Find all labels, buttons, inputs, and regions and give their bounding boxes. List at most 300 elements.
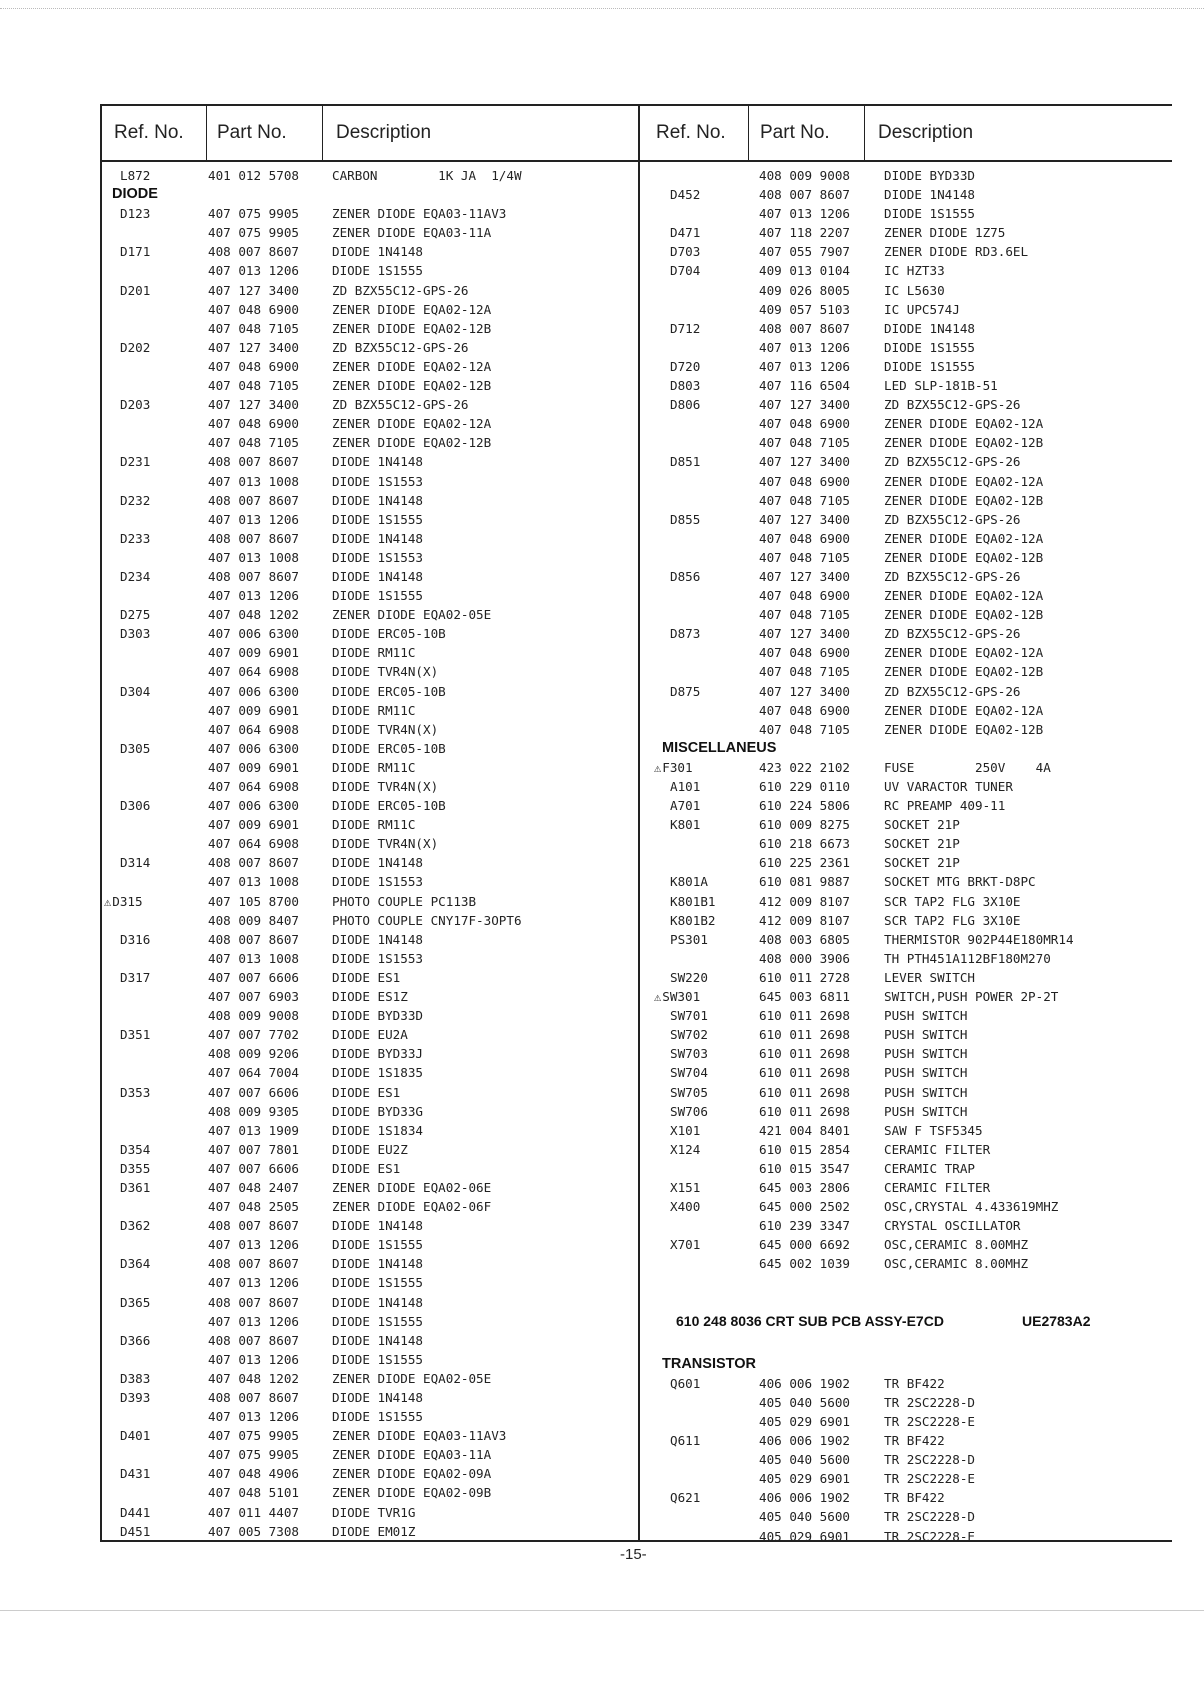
- table-row: [640, 414, 1180, 433]
- right-rows: [640, 166, 1180, 1546]
- section-title: TRANSISTOR: [662, 1355, 756, 1372]
- ref-no-text: D202: [120, 339, 151, 355]
- table-row: [640, 911, 1180, 930]
- table-row: [102, 930, 642, 949]
- ref-no-text: K801: [670, 817, 701, 833]
- description-cell: ZENER DIODE EQA02-12A: [332, 358, 492, 374]
- description-cell: IC UPC574J: [884, 301, 960, 317]
- ref-no-text: D353: [120, 1084, 151, 1100]
- table-row: [640, 968, 1180, 987]
- description-cell: ZD BZX55C12-GPS-26: [332, 339, 469, 355]
- ref-no-text: D720: [670, 358, 701, 374]
- description-cell: ZENER DIODE EQA03-11AV3: [332, 1428, 507, 1444]
- ref-no-text: D364: [120, 1256, 151, 1272]
- description-cell: THERMISTOR 902P44E180MR14: [884, 931, 1074, 947]
- header-description: Description: [878, 122, 974, 143]
- part-no-cell: 405 040 5600: [759, 1452, 850, 1468]
- description-cell: ZENER DIODE EQA03-11AV3: [332, 206, 507, 222]
- part-no-cell: 407 007 6606: [208, 1160, 299, 1176]
- ref-no-cell: [670, 1025, 708, 1044]
- part-no-cell: 407 048 7105: [208, 320, 299, 336]
- ref-no-cell: [670, 796, 700, 815]
- part-no-cell: 407 127 3400: [759, 454, 850, 470]
- description-cell: ZD BZX55C12-GPS-26: [884, 397, 1021, 413]
- ref-no-cell: [670, 892, 716, 911]
- safety-warning-icon: ⚠: [654, 760, 662, 775]
- part-no-cell: 407 116 6504: [759, 378, 850, 394]
- description-cell: CERAMIC FILTER: [884, 1141, 991, 1157]
- description-cell: ZD BZX55C12-GPS-26: [884, 626, 1021, 642]
- table-row: [102, 815, 642, 834]
- parts-list-sheet: [100, 104, 1172, 1542]
- description-cell: DIODE RM11C: [332, 759, 416, 775]
- ref-no-cell: [120, 1331, 150, 1350]
- ref-no-text: K801A: [670, 874, 708, 890]
- table-row: [102, 491, 642, 510]
- part-no-cell: 407 013 1909: [208, 1122, 299, 1138]
- description-cell: DIODE 1S1555: [332, 511, 423, 527]
- description-cell: ZD BZX55C12-GPS-26: [884, 454, 1021, 470]
- part-no-cell: 645 003 2806: [759, 1179, 850, 1195]
- ref-no-text: D703: [670, 244, 701, 260]
- ref-no-text: D317: [120, 969, 151, 985]
- part-no-cell: 405 040 5600: [759, 1509, 850, 1525]
- part-no-cell: 409 026 8005: [759, 282, 850, 298]
- part-no-cell: 407 127 3400: [759, 397, 850, 413]
- ref-no-cell: [670, 185, 700, 204]
- description-cell: ZENER DIODE EQA02-06F: [332, 1199, 492, 1215]
- description-cell: DIODE BYD33G: [332, 1103, 423, 1119]
- table-row: [640, 338, 1180, 357]
- part-no-cell: 407 048 6900: [759, 588, 850, 604]
- table-row: [102, 682, 642, 701]
- part-no-cell: 408 007 8607: [208, 1294, 299, 1310]
- table-row: [640, 1254, 1180, 1273]
- table-row: [102, 204, 642, 223]
- table-row: [640, 796, 1180, 815]
- table-row: [640, 1159, 1180, 1178]
- description-cell: ZENER DIODE EQA02-12B: [884, 492, 1044, 508]
- table-row: [640, 1393, 1180, 1412]
- part-no-cell: 407 048 5101: [208, 1485, 299, 1501]
- part-no-cell: 407 006 6300: [208, 798, 299, 814]
- description-cell: ZENER DIODE EQA02-12B: [332, 378, 492, 394]
- description-cell: DIODE 1N4148: [332, 1332, 423, 1348]
- description-cell: TR 2SC2228-D: [884, 1394, 975, 1410]
- ref-no-text: D803: [670, 378, 701, 394]
- table-row: [102, 1331, 642, 1350]
- ref-no-cell: [670, 1063, 708, 1082]
- description-cell: LED SLP-181B-51: [884, 378, 998, 394]
- description-cell: DIODE 1N4148: [332, 492, 423, 508]
- spacer-row: [640, 1273, 1180, 1292]
- part-no-cell: 407 048 7105: [208, 378, 299, 394]
- table-row: [102, 548, 642, 567]
- ref-no-text: Q611: [670, 1433, 701, 1449]
- part-no-cell: 407 048 7105: [759, 607, 850, 623]
- part-no-cell: 610 011 2698: [759, 1065, 850, 1081]
- ref-no-text: A101: [670, 779, 701, 794]
- ref-no-cell: [120, 338, 150, 357]
- description-cell: CERAMIC TRAP: [884, 1160, 975, 1176]
- table-row: [640, 1083, 1180, 1102]
- part-no-cell: 408 007 8607: [208, 931, 299, 947]
- ref-no-text: D275: [120, 607, 151, 623]
- part-no-cell: 408 009 9206: [208, 1046, 299, 1062]
- part-no-cell: 407 105 8700: [208, 893, 299, 909]
- spacer-row: [640, 1293, 1180, 1312]
- table-row: [102, 949, 642, 968]
- ref-no-cell: [670, 1006, 708, 1025]
- description-cell: TR BF422: [884, 1490, 945, 1506]
- ref-no-cell: [670, 1121, 700, 1140]
- description-cell: PUSH SWITCH: [884, 1046, 968, 1062]
- table-row: [102, 1426, 642, 1445]
- description-cell: DIODE ES1: [332, 969, 401, 985]
- ref-no-text: D365: [120, 1294, 151, 1310]
- description-cell: ZENER DIODE EQA02-12B: [332, 320, 492, 336]
- ref-no-cell: [120, 853, 150, 872]
- description-cell: PUSH SWITCH: [884, 1065, 968, 1081]
- table-row: [102, 338, 642, 357]
- part-no-cell: 407 064 6908: [208, 721, 299, 737]
- part-no-cell: 405 029 6901: [759, 1471, 850, 1487]
- description-cell: OSC,CERAMIC 8.00MHZ: [884, 1237, 1029, 1253]
- part-no-cell: 408 007 8607: [759, 187, 850, 203]
- table-row: [102, 796, 642, 815]
- description-cell: ZENER DIODE EQA03-11A: [332, 225, 492, 241]
- part-no-cell: 407 013 1008: [208, 874, 299, 890]
- table-row: [640, 166, 1180, 185]
- part-no-cell: 407 013 1206: [208, 588, 299, 604]
- part-no-cell: 407 127 3400: [759, 511, 850, 527]
- part-no-cell: 407 127 3400: [759, 683, 850, 699]
- part-no-cell: 408 007 8607: [208, 1390, 299, 1405]
- part-no-cell: 408 007 8607: [208, 530, 299, 546]
- description-cell: DIODE 1S1553: [332, 549, 423, 565]
- description-cell: DIODE 1S1555: [884, 206, 975, 222]
- part-no-cell: 407 013 1206: [759, 358, 850, 374]
- ref-no-text: D304: [120, 683, 151, 699]
- ref-no-text: SW704: [670, 1065, 708, 1081]
- ref-no-text: D303: [120, 626, 151, 642]
- description-cell: PHOTO COUPLE PC113B: [332, 893, 477, 909]
- ref-no-text: X151: [670, 1179, 701, 1195]
- table-row: [640, 395, 1180, 414]
- table-row: [640, 529, 1180, 548]
- table-row: [640, 357, 1180, 376]
- ref-no-cell: [670, 1083, 708, 1102]
- description-cell: PUSH SWITCH: [884, 1103, 968, 1119]
- part-no-cell: 610 229 0110: [759, 779, 850, 794]
- ref-no-cell: [120, 605, 150, 624]
- table-row: [640, 586, 1180, 605]
- table-row: [640, 834, 1180, 853]
- description-cell: SOCKET 21P: [884, 855, 960, 871]
- description-cell: ZENER DIODE EQA02-06E: [332, 1179, 492, 1195]
- part-no-cell: 408 007 8607: [208, 1332, 299, 1348]
- description-cell: ZENER DIODE EQA02-12A: [884, 473, 1044, 489]
- part-no-cell: 610 015 2854: [759, 1141, 850, 1157]
- description-cell: UV VARACTOR TUNER: [884, 779, 1013, 794]
- table-row: [640, 452, 1180, 471]
- ref-no-cell: [670, 1488, 700, 1507]
- part-no-cell: 412 009 8107: [759, 912, 850, 928]
- table-row: [640, 1044, 1180, 1063]
- ref-no-cell: [120, 1159, 150, 1178]
- table-row: [102, 834, 642, 853]
- table-row: [640, 853, 1180, 872]
- table-row: [102, 1025, 642, 1044]
- ref-no-text: D351: [120, 1027, 151, 1043]
- ref-no-text: D383: [120, 1370, 151, 1386]
- ref-no-cell: [670, 319, 700, 338]
- ref-no-text: SW301: [662, 989, 701, 1005]
- part-no-cell: 407 048 7105: [759, 492, 850, 508]
- description-cell: OSC,CERAMIC 8.00MHZ: [884, 1256, 1029, 1272]
- part-no-cell: 645 002 1039: [759, 1256, 850, 1272]
- part-no-cell: 407 048 6900: [759, 473, 850, 489]
- ref-no-text: D361: [120, 1179, 151, 1195]
- table-row: [640, 567, 1180, 586]
- description-cell: DIODE RM11C: [332, 645, 416, 661]
- table-row: [640, 185, 1180, 204]
- ref-no-text: D366: [120, 1332, 151, 1348]
- table-row: [640, 815, 1180, 834]
- part-no-cell: 610 218 6673: [759, 836, 850, 852]
- ref-no-text: SW220: [670, 969, 708, 985]
- description-cell: DIODE 1N4148: [884, 187, 975, 203]
- description-cell: PUSH SWITCH: [884, 1084, 968, 1100]
- ref-no-cell: [120, 529, 150, 548]
- table-row: [102, 1254, 642, 1273]
- ref-no-text: D354: [120, 1141, 151, 1157]
- description-cell: TR 2SC2228-D: [884, 1452, 975, 1468]
- description-cell: PHOTO COUPLE CNY17F-3OPT6: [332, 912, 522, 928]
- part-no-cell: 407 075 9905: [208, 206, 299, 222]
- part-no-cell: 407 005 7308: [208, 1523, 299, 1539]
- ref-no-cell: [670, 624, 700, 643]
- part-no-cell: 407 048 7105: [759, 435, 850, 451]
- description-cell: PUSH SWITCH: [884, 1008, 968, 1024]
- part-no-cell: 407 048 7105: [759, 721, 850, 737]
- description-cell: DIODE EU2A: [332, 1027, 408, 1043]
- description-cell: OSC,CRYSTAL 4.433619MHZ: [884, 1199, 1059, 1215]
- ref-no-cell: [670, 1431, 700, 1450]
- description-cell: CARBON 1K JA 1/4W: [332, 168, 522, 183]
- part-no-cell: 407 013 1206: [759, 206, 850, 222]
- table-row: [102, 1483, 642, 1502]
- description-cell: ZENER DIODE EQA02-12B: [884, 607, 1044, 623]
- part-no-cell: 406 006 1902: [759, 1490, 850, 1506]
- part-no-cell: 407 048 1202: [208, 1370, 299, 1386]
- part-no-cell: 407 064 7004: [208, 1065, 299, 1081]
- ref-no-text: K801B1: [670, 893, 716, 909]
- description-cell: TR 2SC2228-E: [884, 1528, 975, 1544]
- assembly-heading: [640, 1312, 1180, 1336]
- part-no-cell: 407 013 1206: [208, 1313, 299, 1329]
- description-cell: DIODE 1N4148: [332, 1294, 423, 1310]
- ref-no-cell: [120, 1522, 150, 1541]
- part-no-cell: 407 064 6908: [208, 779, 299, 794]
- description-cell: DIODE ES1: [332, 1084, 401, 1100]
- description-cell: DIODE RM11C: [332, 817, 416, 833]
- ref-no-cell: [120, 968, 150, 987]
- description-cell: IC L5630: [884, 282, 945, 298]
- ref-no-cell: [670, 872, 708, 891]
- table-row: [102, 1197, 642, 1216]
- spacer-row: [640, 1336, 1180, 1355]
- ref-no-cell: [670, 242, 700, 261]
- table-row: [102, 1312, 642, 1331]
- part-no-cell: 407 013 1206: [208, 511, 299, 527]
- description-cell: DIODE 1S1835: [332, 1065, 423, 1081]
- table-row: [640, 433, 1180, 452]
- table-row: [640, 1121, 1180, 1140]
- description-cell: DIODE 1N4148: [332, 855, 423, 871]
- table-row: [102, 605, 642, 624]
- description-cell: DIODE ES1: [332, 1160, 401, 1176]
- part-no-cell: 610 081 9887: [759, 874, 850, 890]
- table-row: [640, 261, 1180, 280]
- table-row: [640, 1450, 1180, 1469]
- part-no-cell: 407 127 3400: [208, 339, 299, 355]
- ref-no-cell: [120, 395, 150, 414]
- part-no-cell: 407 006 6300: [208, 740, 299, 756]
- section-title: MISCELLANEUS: [662, 739, 777, 756]
- section-heading: [640, 1355, 1180, 1374]
- table-row: [640, 223, 1180, 242]
- part-no-cell: 407 009 6901: [208, 817, 299, 833]
- description-cell: ZENER DIODE RD3.6EL: [884, 244, 1029, 260]
- table-row: [640, 949, 1180, 968]
- table-row: [102, 720, 642, 739]
- table-row: [102, 242, 642, 261]
- description-cell: DIODE ERC05-10B: [332, 683, 446, 699]
- part-no-cell: 645 003 6811: [759, 989, 850, 1005]
- table-row: [102, 1159, 642, 1178]
- part-no-cell: 407 048 2505: [208, 1199, 299, 1215]
- table-row: [102, 911, 642, 930]
- table-row: [640, 1006, 1180, 1025]
- ref-no-text: D362: [120, 1218, 151, 1234]
- description-cell: DIODE TVR4N(X): [332, 779, 439, 794]
- table-row: [102, 1464, 642, 1483]
- part-no-cell: 407 013 1206: [208, 1275, 299, 1291]
- ref-no-cell: [670, 777, 700, 796]
- part-no-cell: 405 029 6901: [759, 1528, 850, 1544]
- ref-no-cell: [670, 930, 708, 949]
- ref-no-cell: [670, 968, 708, 987]
- table-row: [102, 510, 642, 529]
- description-cell: DIODE 1N4148: [332, 454, 423, 470]
- description-cell: SCR TAP2 FLG 3X10E: [884, 912, 1021, 928]
- ref-no-cell: [654, 758, 693, 778]
- ref-no-cell: [670, 911, 716, 930]
- description-cell: DIODE 1S1553: [332, 874, 423, 890]
- part-no-cell: 407 006 6300: [208, 626, 299, 642]
- table-row: [102, 643, 642, 662]
- table-row: [640, 1140, 1180, 1159]
- part-no-cell: 407 013 1206: [208, 263, 299, 279]
- part-no-cell: 406 006 1902: [759, 1375, 850, 1391]
- table-row: [102, 1063, 642, 1082]
- table-row: [640, 1412, 1180, 1431]
- ref-no-cell: [120, 739, 150, 758]
- header-part-no: Part No.: [217, 122, 287, 143]
- table-row: [640, 1488, 1180, 1507]
- table-row: [102, 452, 642, 471]
- part-no-cell: 407 048 2407: [208, 1179, 299, 1195]
- part-no-cell: 407 006 6300: [208, 683, 299, 699]
- ref-no-text: D203: [120, 397, 151, 413]
- table-row: [102, 739, 642, 758]
- table-row: [102, 1369, 642, 1388]
- table-row: [102, 1235, 642, 1254]
- part-no-cell: 407 064 6908: [208, 664, 299, 680]
- description-cell: TH PTH451A112BF180M270: [884, 950, 1051, 966]
- table-row: [102, 1216, 642, 1235]
- description-cell: ZENER DIODE EQA02-05E: [332, 607, 492, 623]
- table-row: [102, 1178, 642, 1197]
- part-no-cell: 406 006 1902: [759, 1433, 850, 1449]
- description-cell: ZD BZX55C12-GPS-26: [332, 282, 469, 298]
- table-row: [102, 1503, 642, 1522]
- ref-no-text: Q601: [670, 1375, 701, 1391]
- ref-no-cell: [670, 395, 700, 414]
- section-heading: [102, 185, 642, 204]
- description-cell: DIODE EM01Z: [332, 1523, 416, 1539]
- table-row: [640, 1063, 1180, 1082]
- ref-no-text: D875: [670, 683, 701, 699]
- ref-no-text: D873: [670, 626, 701, 642]
- ref-no-text: D123: [120, 206, 151, 222]
- description-cell: DIODE ERC05-10B: [332, 798, 446, 814]
- description-cell: DIODE 1N4148: [332, 931, 423, 947]
- ref-no-text: D441: [120, 1504, 151, 1520]
- table-row: [102, 892, 642, 911]
- scan-edge-top: [0, 8, 1204, 9]
- part-no-cell: 610 239 3347: [759, 1218, 850, 1234]
- part-no-cell: 408 009 9008: [208, 1008, 299, 1024]
- table-row: [640, 1235, 1180, 1254]
- description-cell: ZENER DIODE EQA02-12B: [332, 435, 492, 451]
- description-cell: DIODE 1S1555: [332, 1275, 423, 1291]
- header-ref-no: Ref. No.: [656, 122, 726, 143]
- description-cell: ZENER DIODE EQA02-12A: [884, 588, 1044, 604]
- table-row: [640, 1527, 1180, 1546]
- ref-no-cell: [120, 1426, 150, 1445]
- ref-no-cell: [670, 357, 700, 376]
- ref-no-cell: [670, 376, 700, 395]
- ref-no-text: L872: [120, 168, 151, 183]
- header-divider: [864, 106, 865, 162]
- table-row: [102, 261, 642, 280]
- table-row: [102, 281, 642, 300]
- table-row: [102, 567, 642, 586]
- ref-no-cell: [120, 796, 150, 815]
- part-no-cell: 407 048 6900: [759, 645, 850, 661]
- part-no-cell: 407 048 4906: [208, 1466, 299, 1482]
- ref-no-cell: [120, 491, 150, 510]
- ref-no-text: K801B2: [670, 912, 716, 928]
- left-table-frame: [100, 104, 640, 1542]
- description-cell: DIODE 1S1555: [332, 1237, 423, 1253]
- table-row: [102, 529, 642, 548]
- ref-no-cell: [120, 204, 150, 223]
- header-ref-no: Ref. No.: [114, 122, 184, 143]
- description-cell: DIODE TVR4N(X): [332, 836, 439, 852]
